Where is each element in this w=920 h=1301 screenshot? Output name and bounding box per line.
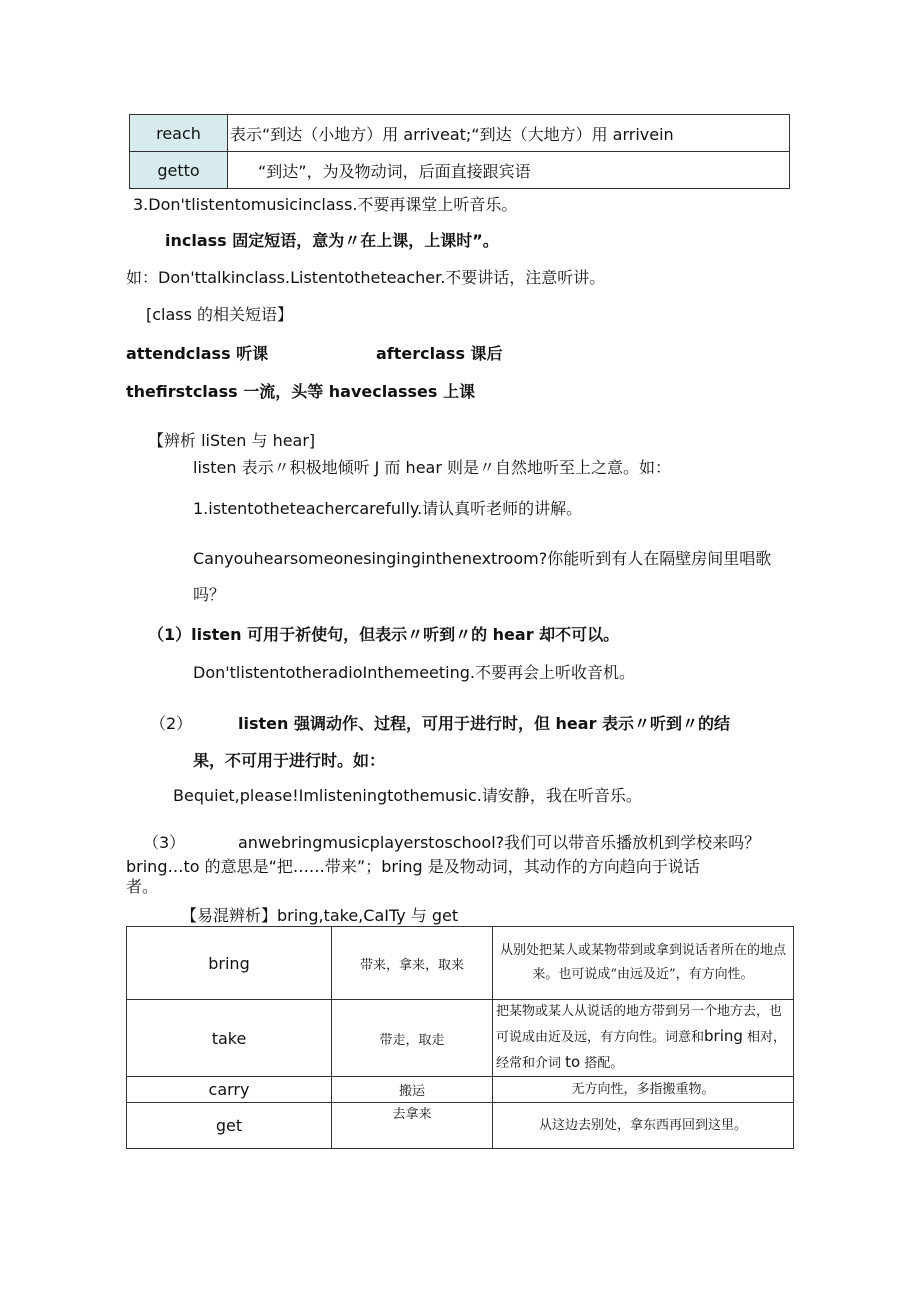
usage-prep: to [565,1053,581,1071]
meaning-cell: 去拿来 [332,1103,493,1149]
usage-text-a: 把某物或某人从说话的地方带到另一个地方去，也可说成由近及远，有方向性。词意和 [496,1004,783,1045]
word-cell: get [127,1103,332,1149]
bring-take-carry-get-table [126,926,794,1149]
example-sentence: 3.Don'tlistentomusicinclass.不要再课堂上听音乐。 [133,195,518,214]
table-row [130,152,790,189]
rule-1-example: Don'tlistentotheradioInthemeeting.不要再会上听收音机。 [193,663,635,682]
rule-2-line2: 果，不可用于进行时。如： [193,751,386,770]
rule-1: （1）listen 可用于祈使句，但表示〃听到〃的 hear 却不可以。 [148,625,620,644]
desc-cell: “到达”，为及物动词，后面直接跟宾语 [228,152,790,189]
table-row [127,1103,794,1149]
bring-explain-line2: 者。 [126,877,159,896]
usage-word: bring [704,1027,743,1045]
usage-text-c: 搭配。 [580,1056,624,1071]
rule-2-line1: listen 强调动作、过程，可用于进行时，但 hear 表示〃听到〃的结 [238,714,731,733]
word-cell: getto [130,152,228,189]
class-phrases-heading: [class 的相关短语】 [146,305,294,324]
rule-2-number: （2） [150,714,193,733]
meaning-cell: 搬运 [332,1077,493,1103]
word-cell: reach [130,115,228,152]
listen-hear-intro: listen 表示〃积极地倾听 J 而 hear 则是〃自然地听至上之意。如： [193,458,672,477]
table-row [127,1077,794,1103]
listen-hear-heading: 【辨析 liSten 与 hear] [148,431,316,450]
table-row [130,115,790,152]
meaning-cell: 带来，拿来，取来 [332,927,493,1000]
rule-2-example: Bequiet,please!Imlisteningtothemusic.请安静，我在听音乐。 [173,786,642,805]
usage-cell: 从别处把某人或某物带到或拿到说话者所在的地点来。也可说成“由远及近”，有方向性。 [493,927,794,1000]
meaning-cell: 带走，取走 [332,1000,493,1077]
word-cell: carry [127,1077,332,1103]
phrase-firstclass: thefirstclass 一流，头等 haveclasses 上课 [126,382,475,401]
table-row [127,927,794,1000]
example-2-line2: 吗？ [193,585,226,604]
section-3-number: （3） [143,833,186,852]
example-1: 1.istentotheteachercarefully.请认真听老师的讲解。 [193,499,583,518]
word-cell: bring [127,927,332,1000]
phrase-attendclass: attendclass 听课 [126,344,269,363]
table-row [127,1000,794,1077]
arrive-table [129,114,790,189]
phrase-afterclass: afterclass 课后 [376,344,503,363]
bring-explain-line1: bring…to 的意思是“把……带来”；bring 是及物动词，其动作的方向趋向于说话 [126,857,700,876]
sample-sentence: 如：Don'ttalkinclass.Listentotheteacher.不要讲话，注意听讲。 [126,268,606,287]
confusables-heading: 【易混辨析】bring,take,CaITy 与 get [181,906,459,925]
desc-cell: 表示“到达（小地方）用 arriveat;“到达（大地方）用 arrivein [228,115,790,152]
usage-cell [493,1000,794,1077]
example-2-line1: Canyouhearsomeonesinginginthenextroom?你能听到有人在隔壁房间里唱歌 [193,549,772,568]
word-cell: take [127,1000,332,1077]
bring-example: anwebringmusicplayerstoschool?我们可以带音乐播放机到学校来吗？ [238,833,761,852]
usage-text-b: 相对，经常和介词 [496,1030,787,1071]
usage-cell: 无方向性，多指搬重物。 [493,1077,794,1103]
phrase-note: inclass 固定短语，意为〃在上课，上课时”。 [165,231,499,250]
usage-cell: 从这边去别处，拿东西再回到这里。 [493,1103,794,1149]
